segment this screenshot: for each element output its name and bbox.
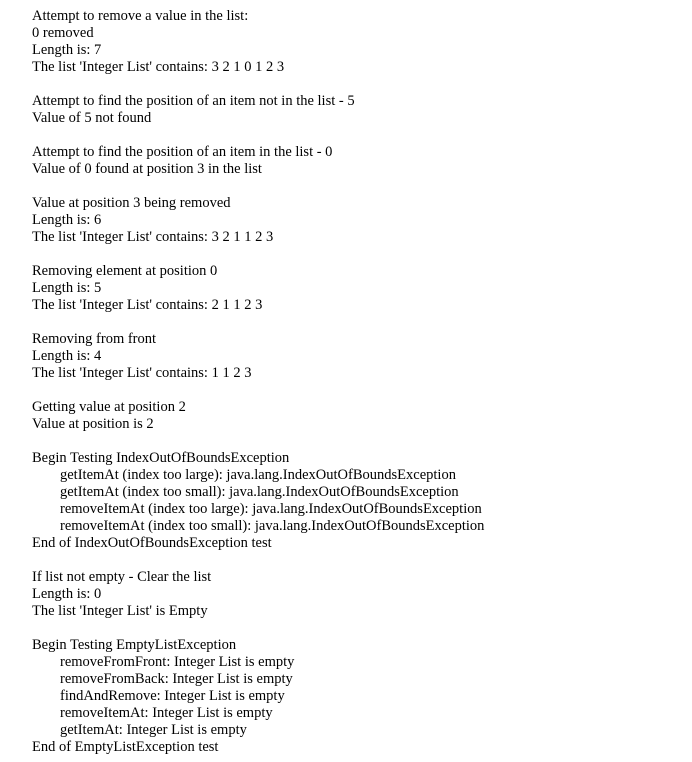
output-line: End of IndexOutOfBoundsException test — [32, 535, 272, 551]
output-block — [32, 331, 682, 382]
output-line: If list not empty - Clear the list — [32, 569, 212, 585]
output-line: Begin Testing EmptyListException — [32, 637, 237, 653]
output-line-indented: getItemAt (index too large): java.lang.IndexOutOfBoundsException — [60, 467, 456, 483]
output-line: Length is: 5 — [32, 280, 102, 296]
output-line-indented: getItemAt (index too small): java.lang.IndexOutOfBoundsException — [60, 484, 459, 500]
output-line-indented: removeItemAt (index too small): java.lang.IndexOutOfBoundsException — [60, 518, 485, 534]
output-line-indented: getItemAt: Integer List is empty — [60, 722, 247, 738]
output-line: Removing element at position 0 — [32, 263, 218, 279]
output-line: Length is: 0 — [32, 586, 102, 602]
output-line: Begin Testing IndexOutOfBoundsException — [32, 450, 290, 466]
output-block — [32, 263, 682, 314]
output-line: Getting value at position 2 — [32, 399, 186, 415]
output-line: End of EmptyListException test — [32, 739, 219, 755]
output-line: The list 'Integer List' contains: 3 2 1 1 2 3 — [32, 229, 274, 245]
output-line: Attempt to find the position of an item not in the list - 5 — [32, 93, 355, 109]
output-line: Value of 0 found at position 3 in the list — [32, 161, 262, 177]
output-line: Length is: 6 — [32, 212, 102, 228]
output-line: Removing from front — [32, 331, 157, 347]
output-line: 0 removed — [32, 25, 94, 41]
output-line: The list 'Integer List' contains: 3 2 1 0 1 2 3 — [32, 59, 285, 75]
output-block — [32, 195, 682, 246]
output-block — [32, 144, 682, 178]
output-block — [32, 637, 682, 756]
output-line: The list 'Integer List' contains: 2 1 1 2 3 — [32, 297, 263, 313]
output-line-indented: removeItemAt: Integer List is empty — [60, 705, 273, 721]
output-block — [32, 8, 682, 76]
output-line: Length is: 7 — [32, 42, 102, 58]
output-line: The list 'Integer List' contains: 1 1 2 3 — [32, 365, 252, 381]
output-block — [32, 93, 682, 127]
output-block — [32, 450, 682, 552]
output-line: Attempt to remove a value in the list: — [32, 8, 249, 24]
output-line: The list 'Integer List' is Empty — [32, 603, 208, 619]
output-line-indented: removeFromBack: Integer List is empty — [60, 671, 293, 687]
output-line: Length is: 4 — [32, 348, 102, 364]
output-line-indented: removeItemAt (index too large): java.lang.IndexOutOfBoundsException — [60, 501, 482, 517]
output-block — [32, 569, 682, 620]
output-line: Attempt to find the position of an item in the list - 0 — [32, 144, 333, 160]
console-output — [32, 8, 682, 756]
output-line: Value at position 3 being removed — [32, 195, 231, 211]
output-line-indented: removeFromFront: Integer List is empty — [60, 654, 295, 670]
output-line: Value at position is 2 — [32, 416, 154, 432]
output-line-indented: findAndRemove: Integer List is empty — [60, 688, 285, 704]
output-line: Value of 5 not found — [32, 110, 152, 126]
output-block — [32, 399, 682, 433]
